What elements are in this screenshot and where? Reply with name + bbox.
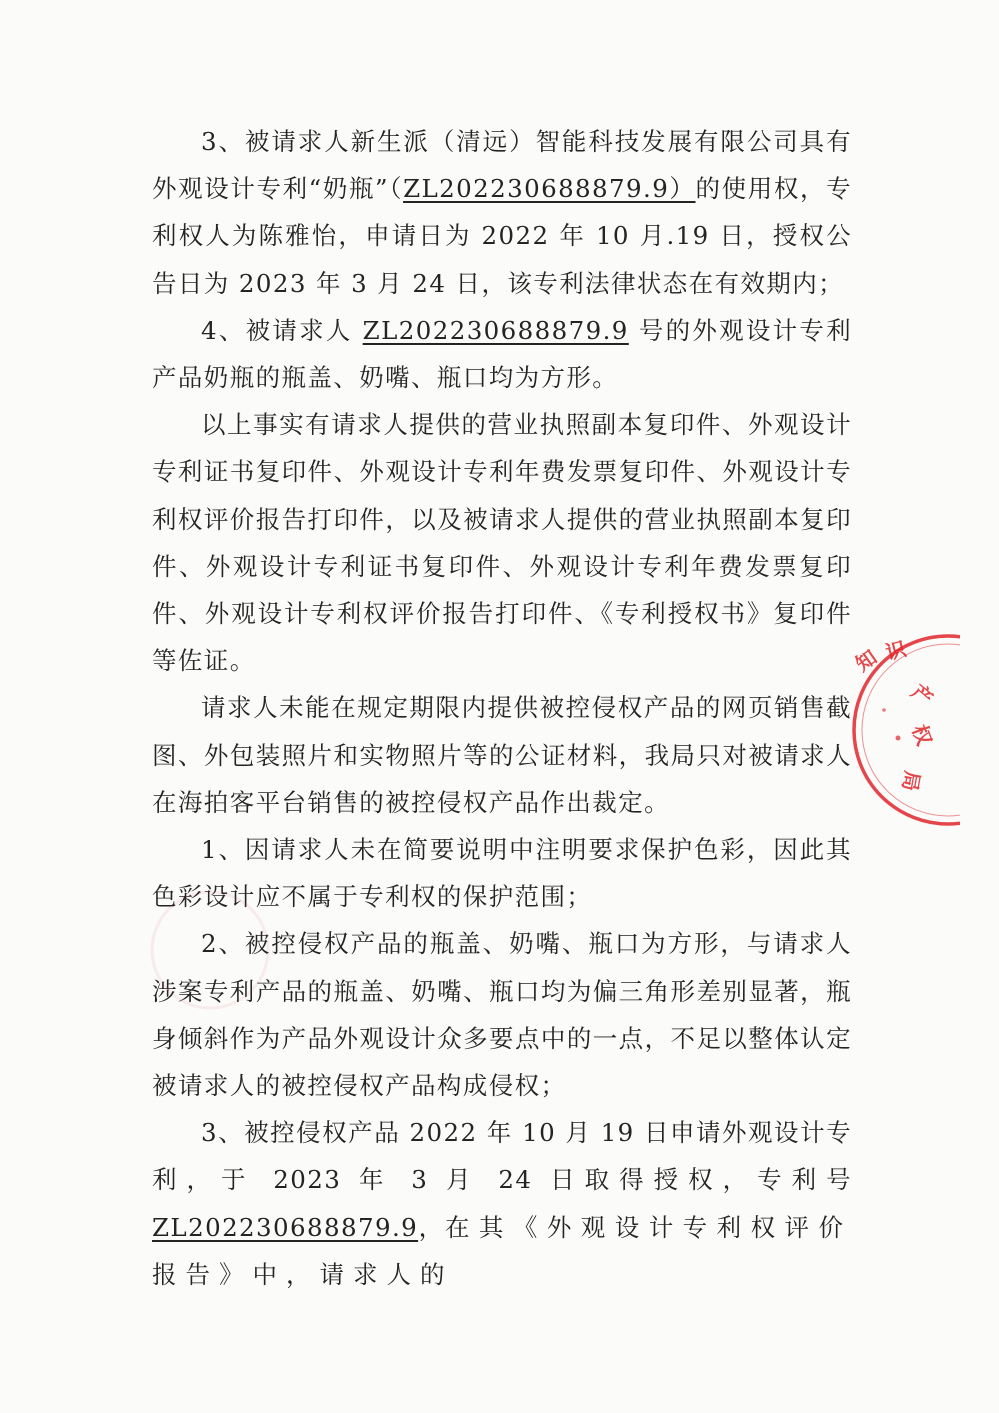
svg-text:权: 权 — [907, 721, 937, 749]
official-seal — [840, 630, 960, 830]
paragraph-1 — [152, 118, 852, 307]
text-run: 号的外观设计专利产品奶瓶的瓶盖、奶嘴、瓶口均为方形。 — [152, 315, 852, 393]
faint-stamp-graphic — [150, 880, 270, 1020]
text-run: 1、因请求人未在简要说明中注明要求保护色彩，因此其色彩设计应不属于专利权的保护范围； — [152, 835, 852, 912]
seal-graphic — [840, 630, 960, 830]
text-run: 3、被控侵权产品 2022 年 10 月 19 日申请外观设计专利，于 2023 年 3 月 24 日取得授权，专利号 — [152, 1118, 852, 1195]
paragraph-2 — [152, 307, 852, 401]
paragraph-3 — [152, 401, 852, 684]
paragraph-7 — [152, 1109, 852, 1298]
text-run: 3、被请求人新生派（清远）智能科技发展有限公司具有外观设计专利“奶瓶”（ — [152, 127, 852, 204]
seal-dot — [882, 708, 886, 712]
text-run-spaced: 在其《外观设计专利权评价报告》中，请求人的 — [152, 1212, 853, 1289]
patent-number-underlined: ZL202230688879.9） — [403, 174, 696, 204]
text-run: 请求人未能在规定期限内提供被控侵权产品的网页销售截图、外包装照片和实物照片等的公证材料，我局只对被请求人在海拍客平台销售的被控侵权产品作出裁定。 — [152, 693, 852, 817]
patent-number-underlined: ZL202230688879.9 — [152, 1212, 419, 1242]
text-run: 以上事实有请求人提供的营业执照副本复印件、外观设计专利证书复印件、外观设计专利年费发票复印件、外观设计专利权评价报告打印件，以及被请求人提供的营业执照副本复印件、外观设计专利证书复印件、外观设计专利年费发票复印件、外观设计专利权评价报告打印件、《专利授权书》复印件等佐证。 — [152, 410, 852, 676]
paragraph-4 — [152, 684, 852, 826]
text-run: 2、被控侵权产品的瓶盖、奶嘴、瓶口为方形，与请求人涉案专利产品的瓶盖、奶嘴、瓶口均为偏三角形差别显著，瓶身倾斜作为产品外观设计众多要点中的一点，不足以整体认定被请求人的被控侵权产品构成侵权； — [152, 929, 852, 1101]
text-run: ， — [418, 1212, 445, 1242]
svg-text:局: 局 — [897, 769, 925, 793]
faint-bleed-stamp — [150, 880, 270, 1020]
svg-text:识: 识 — [883, 636, 909, 665]
seal-dot — [896, 736, 901, 741]
patent-number-underlined: ZL202230688879.9 — [362, 315, 629, 345]
document-body — [152, 118, 852, 1298]
svg-text:产: 产 — [906, 679, 938, 711]
text-run: 的使用权，专利权人为陈雅怡，申请日为 2022 年 10 月.19 日，授权公告日为 2023 年 3 月 24 日，该专利法律状态在有效期内； — [152, 174, 852, 298]
faint-stamp-ring — [152, 892, 268, 1008]
text-run: 4、被请求人 — [201, 315, 363, 345]
svg-text:知: 知 — [851, 644, 882, 677]
